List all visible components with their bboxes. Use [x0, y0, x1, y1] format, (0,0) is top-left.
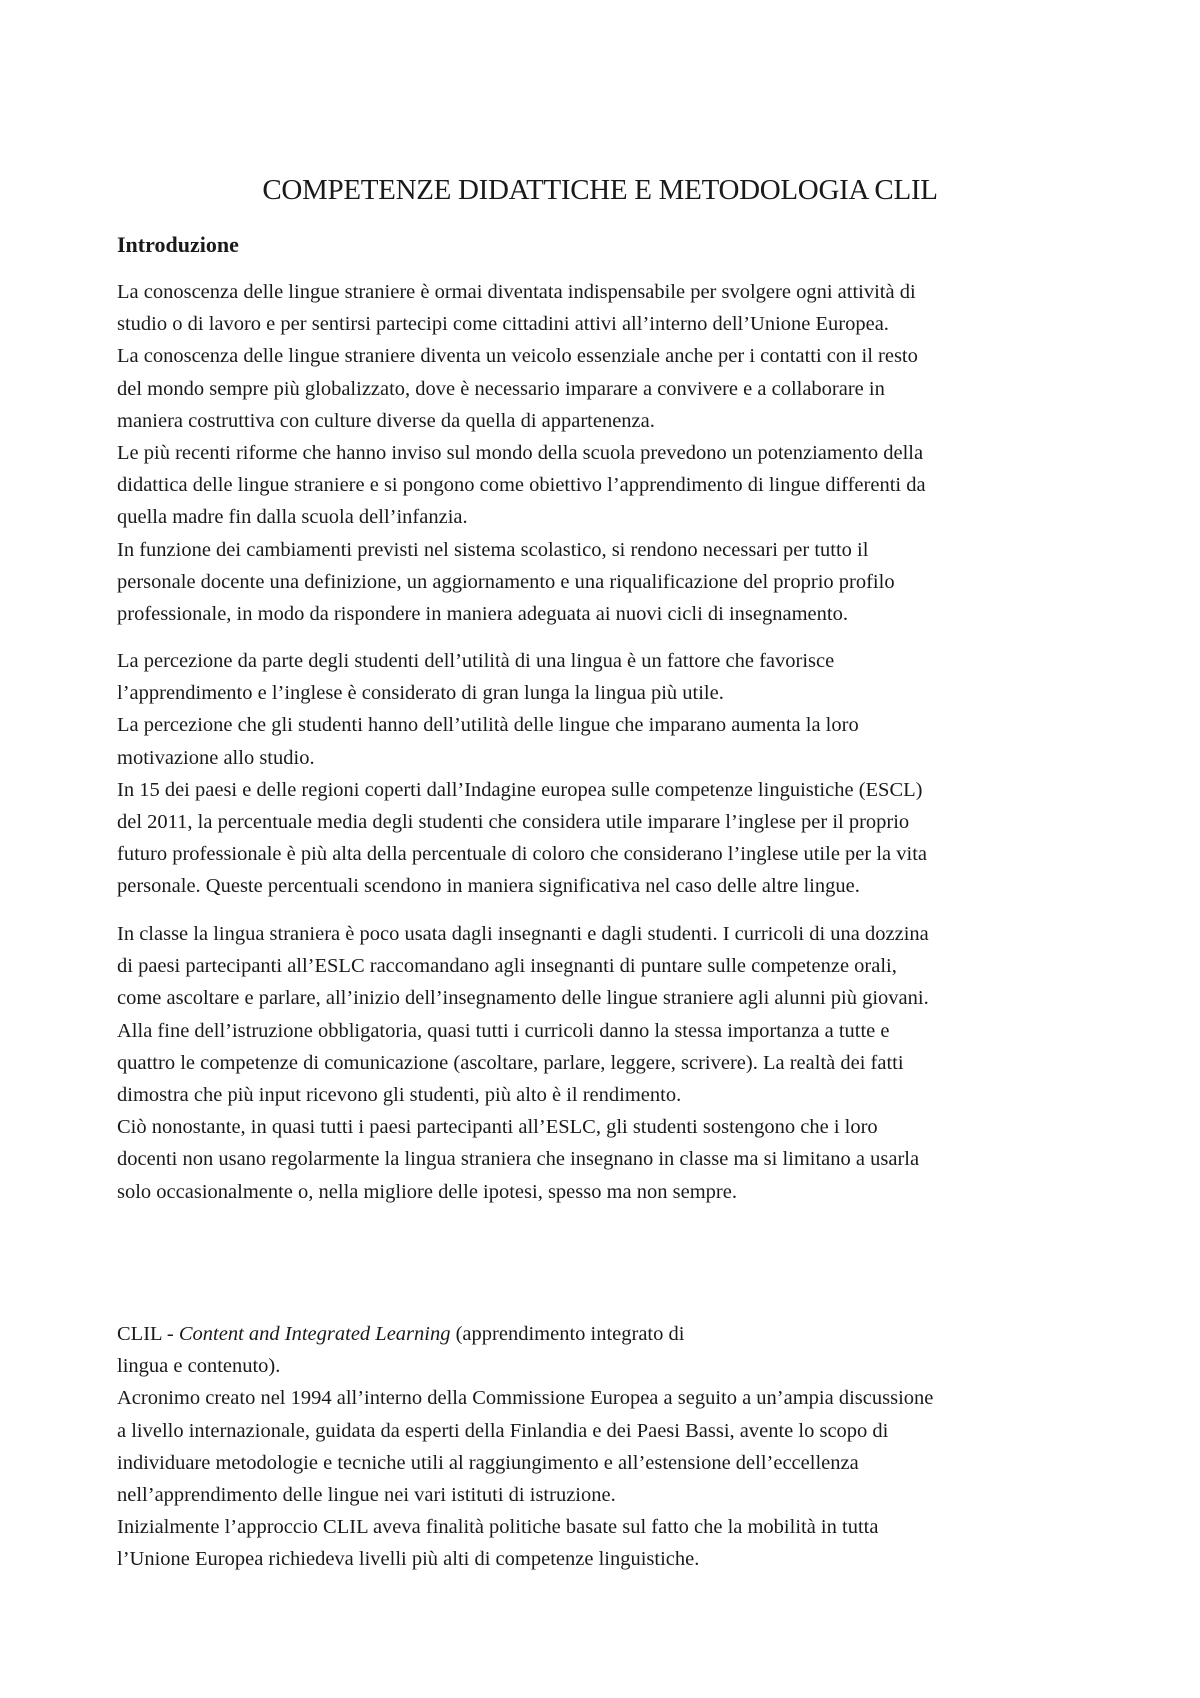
text-line: In funzione dei cambiamenti previsti nel sistema scolastico, si rendono necessari per tutto il [117, 538, 869, 561]
text-line: Acronimo creato nel 1994 all’interno della Commissione Europea a seguito a un’ampia discussione [117, 1387, 934, 1410]
text-line: studio o di lavoro e per sentirsi partecipi come cittadini attivi all’interno dell’Unione Europea. [117, 313, 889, 336]
text-line: lingua e contenuto). [117, 1355, 281, 1378]
clil-definition-line [117, 1318, 1097, 1350]
text-line: didattica delle lingue straniere e si pongono come obiettivo l’apprendimento di lingue differenti da [117, 474, 926, 497]
clil-italic-term: Content and Integrated Learning [178, 1323, 451, 1345]
paragraph-classe [117, 918, 1097, 1208]
text-line: nell’apprendimento delle lingue nei vari istituti di istruzione. [117, 1484, 616, 1507]
text-line: La percezione da parte degli studenti dell’utilità di una lingua è un fattore che favorisce [117, 650, 835, 672]
text-line: solo occasionalmente o, nella migliore delle ipotesi, spesso ma non sempre. [117, 1180, 737, 1203]
text-line: dimostra che più input ricevono gli studenti, più alto è il rendimento. [117, 1084, 682, 1107]
text-line: futuro professionale è più alta della percentuale di coloro che considerano l’inglese utile per la vita [117, 843, 928, 866]
paragraph-percezione [117, 645, 1097, 903]
text-line: La conoscenza delle lingue straniere è ormai diventata indispensabile per svolgere ogni attività di [117, 281, 916, 303]
text-line: come ascoltare e parlare, all’inizio dell’insegnamento delle lingue straniere agli alunni più giovani. [117, 987, 929, 1010]
text-line: a livello internazionale, guidata da esperti della Finlandia e dei Paesi Bassi, avente lo scopo di [117, 1419, 889, 1442]
text-line: Inizialmente l’approccio CLIL aveva finalità politiche basate sul fatto che la mobilità in tutta [117, 1516, 879, 1539]
text-line: personale. Queste percentuali scendono in maniera significativa nel caso delle altre lingue. [117, 875, 860, 898]
text-line: docenti non usano regolarmente la lingua straniera che insegnano in classe ma si limitano a usarla [117, 1148, 920, 1171]
text-line: individuare metodologie e tecniche utili al raggiungimento e all’estensione dell’eccellenza [117, 1451, 859, 1474]
text-line: del mondo sempre più globalizzato, dove è necessario imparare a convivere e a collaborare in [117, 377, 885, 400]
text-line: In classe la lingua straniera è poco usata dagli insegnanti e dagli studenti. I curricoli di una dozzina [117, 923, 929, 945]
clil-suffix: (apprendimento integrato di [450, 1323, 685, 1345]
text-line: Ciò nonostante, in quasi tutti i paesi partecipanti all’ESLC, gli studenti sostengono che i loro [117, 1116, 878, 1139]
text-line: La percezione che gli studenti hanno dell’utilità delle lingue che imparano aumenta la loro [117, 714, 859, 737]
text-line: Alla fine dell’istruzione obbligatoria, quasi tutti i curricoli danno la stessa importanza a tutte e [117, 1019, 890, 1042]
text-line: l’apprendimento e l’inglese è considerato di gran lunga la lingua più utile. [117, 682, 724, 705]
text-line: professionale, in modo da rispondere in maniera adeguata ai nuovi cicli di insegnamento. [117, 603, 848, 626]
text-line: l’Unione Europea richiedeva livelli più alti di competenze linguistiche. [117, 1548, 700, 1571]
text-line: di paesi partecipanti all’ESLC raccomandano agli insegnanti di puntare sulle competenze orali, [117, 955, 897, 978]
text-line: personale docente una definizione, un aggiornamento e una riqualificazione del proprio profilo [117, 570, 895, 593]
document-title: COMPETENZE DIDATTICHE E METODOLOGIA CLIL [262, 174, 938, 206]
text-line: motivazione allo studio. [117, 746, 315, 769]
paragraph-clil [117, 1318, 1097, 1576]
text-line: La conoscenza delle lingue straniere diventa un veicolo essenziale anche per i contatti con il resto [117, 345, 918, 368]
text-line: In 15 dei paesi e delle regioni coperti dall’Indagine europea sulle competenze linguistiche (ESCL) [117, 778, 923, 801]
text-line: Le più recenti riforme che hanno inviso sul mondo della scuola prevedono un potenziamento della [117, 442, 924, 465]
text-line: quattro le competenze di comunicazione (ascoltare, parlare, leggere, scrivere). La realtà dei fatti [117, 1051, 904, 1074]
text-line: quella madre fin dalla scuola dell’infanzia. [117, 506, 468, 529]
section-heading-introduzione: Introduzione [117, 232, 239, 257]
text-line: del 2011, la percentuale media degli studenti che considera utile imparare l’inglese per il proprio [117, 811, 910, 834]
text-line: maniera costruttiva con culture diverse da quella di appartenenza. [117, 409, 655, 432]
paragraph-introduzione [117, 276, 1097, 630]
clil-prefix: CLIL - [117, 1323, 179, 1345]
